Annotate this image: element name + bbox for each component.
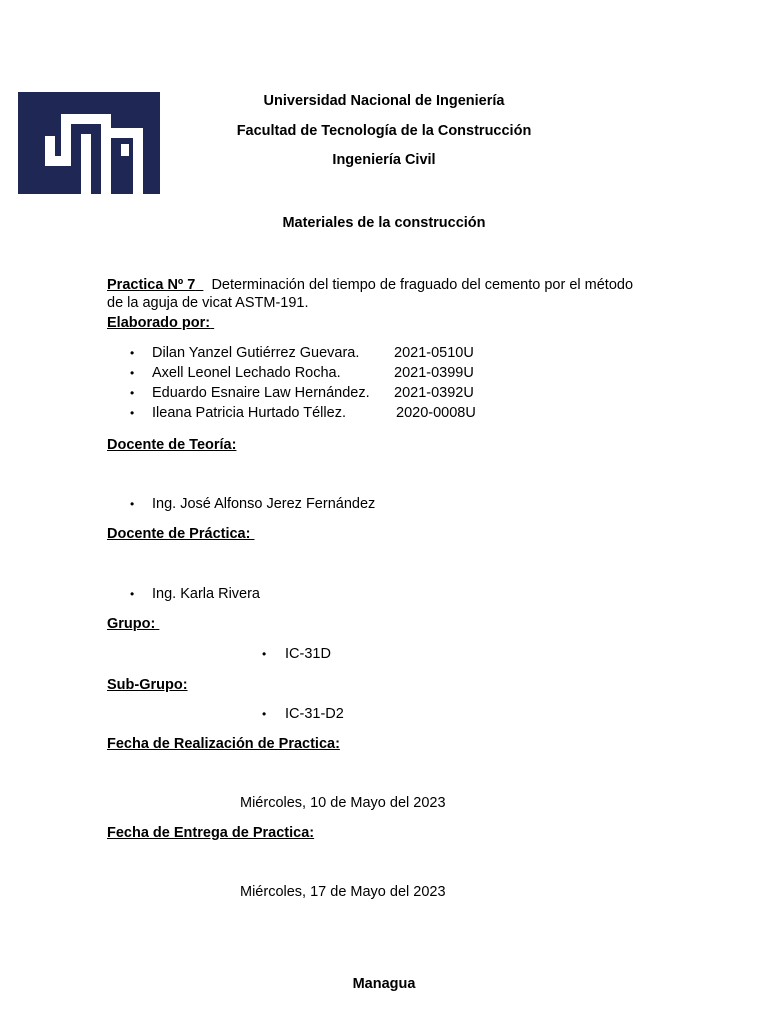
practice-teacher-name: Ing. Karla Rivera [152, 586, 260, 602]
bullet-icon [262, 705, 266, 723]
bullet-icon [130, 344, 134, 362]
course-title: Materiales de la construcción [282, 215, 486, 231]
author-id: 2021-0510U [394, 345, 474, 361]
faculty-name: Facultad de Tecnología de la Construcción [236, 123, 532, 139]
bullet-icon [130, 495, 134, 513]
bullet-icon [130, 404, 134, 422]
bullet-icon [262, 645, 266, 663]
subgroup-heading: Sub-Grupo: [107, 677, 188, 693]
university-name: Universidad Nacional de Ingeniería [263, 93, 505, 109]
group-value: IC-31D [285, 646, 331, 662]
author-id: 2020-0008U [396, 405, 476, 421]
author-name: Dilan Yanzel Gutiérrez Guevara. [152, 345, 360, 361]
subgroup-value: IC-31-D2 [285, 706, 344, 722]
author-name: Axell Leonel Lechado Rocha. [152, 365, 341, 381]
author-name: Ileana Patricia Hurtado Téllez. [152, 405, 346, 421]
authors-heading: Elaborado por: [107, 315, 211, 331]
career-name: Ingeniería Civil [332, 152, 436, 168]
practice-title-line-2: de la aguja de vicat ASTM-191. [107, 295, 309, 311]
theory-teacher-name: Ing. José Alfonso Jerez Fernández [152, 496, 376, 512]
delivery-date-value: Miércoles, 17 de Mayo del 2023 [240, 884, 446, 900]
practice-line-1 [107, 276, 633, 294]
realization-date-heading: Fecha de Realización de Practica: [107, 736, 340, 752]
theory-teacher-heading: Docente de Teoría: [107, 437, 237, 453]
author-name: Eduardo Esnaire Law Hernández. [152, 385, 370, 401]
delivery-date-heading: Fecha de Entrega de Practica: [107, 825, 315, 841]
group-heading: Grupo: [107, 616, 156, 632]
bullet-icon [130, 384, 134, 402]
bullet-icon [130, 585, 134, 603]
practice-label: Practica Nº 7 [107, 277, 196, 293]
practice-title-line-1: Determinación del tiempo de fraguado del cemento por el método [211, 277, 634, 293]
author-id: 2021-0392U [394, 385, 474, 401]
city: Managua [352, 976, 416, 992]
bullet-icon [130, 364, 134, 382]
author-id: 2021-0399U [394, 365, 474, 381]
practice-teacher-heading: Docente de Práctica: [107, 526, 251, 542]
realization-date-value: Miércoles, 10 de Mayo del 2023 [240, 795, 446, 811]
